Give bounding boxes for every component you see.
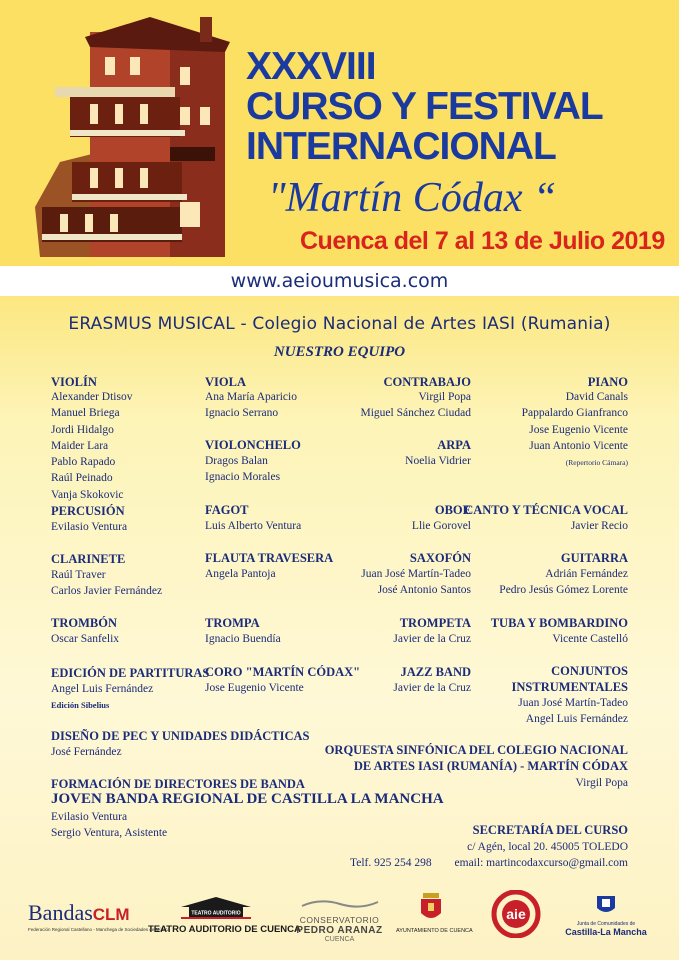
- teatro-auditorio-logo: TEATRO AUDITORIO TEATRO AUDITORIO DE CUENCA: [148, 897, 284, 935]
- aie-badge: [487, 890, 545, 938]
- guitarra-list: [499, 566, 628, 599]
- list-item: Raúl Peinado: [51, 472, 113, 485]
- formacion-heading: FORMACIÓN DE DIRECTORES DE BANDA: [51, 777, 305, 791]
- list-item: José Antonio Santos: [377, 584, 471, 597]
- website-url[interactable]: www.aeioumusica.com: [0, 266, 679, 296]
- list-item: Vanja Skokovic: [51, 488, 124, 501]
- aie-text: aie: [506, 906, 526, 922]
- list-item: Dragos Balan: [205, 455, 268, 467]
- jazz-heading: JAZZ BAND: [400, 665, 471, 679]
- tuba-heading: TUBA Y BOMBARDINO: [490, 616, 628, 630]
- secretaria-heading: SECRETARÍA DEL CURSO: [472, 823, 628, 837]
- violin-heading: VIOLÍN: [51, 375, 97, 389]
- list-item: Jose Eugenio Vicente: [529, 423, 628, 436]
- edicion-note: Edición Sibelius: [51, 700, 110, 710]
- jazz-name: Javier de la Cruz: [393, 682, 471, 694]
- junta-logo: Junta de Comunidades de Castilla-La Mancha: [556, 892, 656, 937]
- orquesta-heading-2: DE ARTES IASI (RUMANÍA) - MARTÍN CÓDAX: [353, 759, 628, 773]
- trompeta-name: Javier de la Cruz: [393, 633, 471, 645]
- trompa-name: Ignacio Buendía: [205, 633, 281, 645]
- list-item: Jordi Hidalgo: [51, 423, 114, 436]
- list-item: David Canals: [565, 391, 628, 403]
- erasmus-line: ERASMUS MUSICAL - Colegio Nacional de Artes IASI (Rumania): [68, 314, 611, 334]
- wave-icon: [300, 898, 380, 910]
- conjuntos-heading-1: CONJUNTOS: [551, 664, 628, 678]
- oboe-name: Llie Gorovel: [411, 520, 471, 532]
- viola-list: [205, 389, 297, 422]
- festival-dates: Cuenca del 7 al 13 de Julio 2019: [300, 227, 665, 255]
- castle-icon: [595, 892, 617, 916]
- conjuntos-list: [518, 695, 628, 728]
- violonchelo-list: [205, 453, 280, 486]
- trombon-name: Oscar Sanfelix: [51, 633, 120, 645]
- flauta-name: Angela Pantoja: [205, 568, 276, 580]
- flauta-heading: FLAUTA TRAVESERA: [205, 551, 334, 565]
- list-item: Angel Luis Fernández: [525, 713, 628, 726]
- list-item: Miguel Sánchez Ciudad: [360, 407, 471, 420]
- diseno-name: José Fernández: [51, 746, 122, 758]
- orquesta-heading-1: ORQUESTA SINFÓNICA DEL COLEGIO NACIONAL: [324, 743, 628, 757]
- festival-name: "Martín Códax “: [268, 175, 557, 221]
- list-item: Raúl Traver: [51, 569, 106, 581]
- arpa-name: Noelia Vidrier: [405, 455, 471, 467]
- clarinete-list: [51, 567, 162, 600]
- piano-list: [522, 389, 628, 454]
- list-item: Pablo Rapado: [51, 456, 116, 469]
- conjuntos-heading-2: INSTRUMENTALES: [511, 680, 628, 694]
- joven-banda-title: JOVEN BANDA REGIONAL DE CASTILLA LA MANCHA: [51, 791, 444, 807]
- list-item: Virgil Popa: [418, 391, 471, 403]
- trompeta-heading: TROMPETA: [399, 616, 471, 630]
- viola-heading: VIOLA: [205, 375, 246, 389]
- oboe-heading: OBOE: [434, 503, 471, 517]
- coro-name: Jose Eugenio Vicente: [205, 682, 304, 694]
- coat-of-arms-icon: [419, 893, 443, 923]
- edicion-heading: EDICIÓN DE PARTITURAS: [51, 666, 210, 680]
- saxofon-heading: SAXOFÓN: [409, 551, 471, 565]
- trompa-heading: TROMPA: [205, 616, 260, 630]
- list-item: Sergio Ventura, Asistente: [51, 827, 168, 840]
- coro-heading: CORO "MARTÍN CÓDAX": [205, 665, 361, 679]
- list-item: Carlos Javier Fernández: [51, 585, 163, 598]
- list-item: Juan José Martín-Tadeo: [518, 697, 628, 709]
- list-item: Evilasio Ventura: [51, 811, 128, 823]
- contrabajo-list: [360, 389, 471, 422]
- diseno-heading: DISEÑO DE PEC Y UNIDADES DIDÁCTICAS: [51, 729, 310, 743]
- canto-name: Javier Recio: [570, 520, 628, 532]
- list-item: Alexander Dtisov: [51, 391, 133, 403]
- violonchelo-heading: VIOLONCHELO: [205, 438, 301, 452]
- fagot-heading: FAGOT: [205, 503, 249, 517]
- teatro-sign-text: TEATRO AUDITORIO: [191, 910, 241, 917]
- title-line-1: CURSO Y FESTIVAL: [246, 85, 603, 128]
- team-title: NUESTRO EQUIPO: [273, 344, 406, 360]
- theater-icon: [181, 897, 251, 919]
- saxofon-list: [361, 566, 471, 599]
- percusion-heading: PERCUSIÓN: [51, 504, 125, 518]
- guitarra-heading: GUITARRA: [560, 551, 628, 565]
- list-item: Pedro Jesús Gómez Lorente: [499, 584, 628, 597]
- list-item: Ana María Aparicio: [205, 391, 297, 403]
- building-illustration: [30, 12, 240, 262]
- tuba-name: Vicente Castelló: [552, 633, 628, 645]
- aie-logo: [487, 890, 547, 938]
- secretaria-phone[interactable]: Telf. 925 254 298: [350, 857, 432, 869]
- orquesta-name: Virgil Popa: [575, 777, 628, 789]
- list-item: Juan José Martín-Tadeo: [361, 568, 471, 580]
- edition-number: XXXVIII: [246, 45, 376, 88]
- piano-heading: PIANO: [587, 375, 628, 389]
- piano-note: (Repertorio Cámara): [565, 458, 628, 467]
- list-item: Adrián Fernández: [545, 568, 628, 580]
- list-item: Ignacio Serrano: [205, 407, 279, 420]
- edicion-name: Angel Luis Fernández: [51, 683, 154, 695]
- ayuntamiento-logo: AYUNTAMIENTO DE CUENCA: [396, 893, 466, 934]
- list-item: Ignacio Morales: [205, 471, 281, 484]
- violin-list: [51, 389, 132, 503]
- title-line-2: INTERNACIONAL: [246, 125, 556, 168]
- percusion-name: Evilasio Ventura: [51, 521, 128, 533]
- trombon-heading: TROMBÓN: [51, 616, 117, 630]
- list-item: Pappalardo Gianfranco: [521, 407, 628, 420]
- bandas-clm-logo: BandasCLM Federación Regional Castellano - Manchega de Sociedades de Música: [28, 900, 170, 932]
- contrabajo-heading: CONTRABAJO: [383, 375, 471, 389]
- list-item: Manuel Briega: [51, 407, 120, 420]
- list-item: Maider Lara: [51, 439, 109, 452]
- list-item: Juan Antonio Vicente: [529, 439, 628, 452]
- conservatorio-logo: CONSERVATORIO PEDRO ARANAZ CUENCA: [292, 897, 387, 943]
- secretaria-email[interactable]: email: martincodaxcurso@gmail.com: [454, 857, 628, 869]
- fagot-name: Luis Alberto Ventura: [205, 520, 302, 532]
- secretaria-address: c/ Agén, local 20. 45005 TOLEDO: [467, 841, 628, 853]
- arpa-heading: ARPA: [437, 438, 471, 452]
- clarinete-heading: CLARINETE: [51, 552, 126, 566]
- canto-heading: CANTO Y TÉCNICA VOCAL: [464, 503, 628, 517]
- formacion-list: [51, 809, 167, 842]
